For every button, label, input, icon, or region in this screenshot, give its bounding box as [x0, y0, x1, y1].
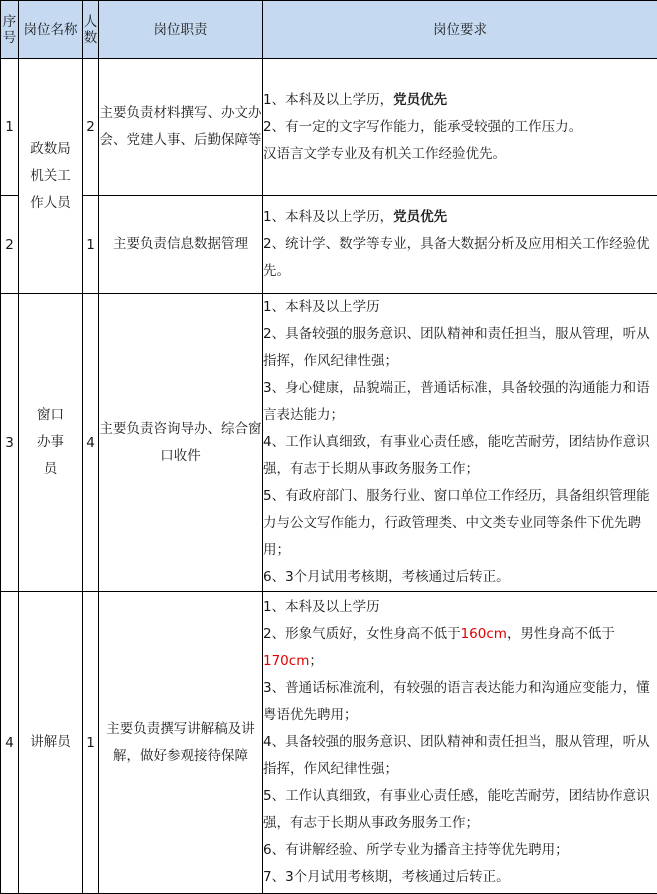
- requirement-line: 5、有政府部门、服务行业、窗口单位工作经历，具备组织管理能力与公文写作能力，行政管理类、中文类专业同等条件下优先聘用；: [263, 483, 657, 564]
- row-duties: 主要负责信息数据管理: [99, 196, 263, 294]
- row-duties: 主要负责材料撰写、办文办会、党建人事、后勤保障等: [99, 59, 263, 196]
- position-name: 讲解员: [27, 729, 75, 756]
- header-seq: 序号: [1, 1, 19, 59]
- table-row: [1, 294, 657, 592]
- row-count: 1: [83, 196, 99, 294]
- table-row: [1, 59, 657, 196]
- row-duties: 主要负责咨询导办、综合窗口收件: [99, 294, 263, 592]
- row-seq: 2: [1, 196, 19, 294]
- row-requirements: [263, 294, 657, 592]
- table-row: [1, 196, 657, 294]
- row-requirements: [263, 59, 657, 196]
- position-name-cell: [19, 59, 83, 294]
- header-duties: 岗位职责: [99, 1, 263, 59]
- header-count: 人数: [83, 1, 99, 59]
- requirement-line: 6、3个月试用考核期，考核通过后转正。: [263, 564, 657, 591]
- header-row: [1, 1, 657, 59]
- requirement-line: 2、具备较强的服务意识、团队精神和责任担当，服从管理，听从指挥，作风纪律性强；: [263, 321, 657, 375]
- position-name: 窗口办事员: [32, 402, 70, 483]
- requirement-line: 5、工作认真细致，有事业心责任感，能吃苦耐劳，团结协作意识强，有志于长期从事政务服务工作；: [263, 783, 657, 837]
- requirement-line: 1、本科及以上学历: [263, 594, 657, 621]
- requirement-line: 3、普通话标准流利，有较强的语言表达能力和沟通应变能力，懂粤语优先聘用；: [263, 675, 657, 729]
- requirement-line: 汉语言文学专业及有机关工作经验优先。: [263, 141, 657, 168]
- requirement-line: 4、具备较强的服务意识、团队精神和责任担当，服从管理，听从指挥，作风纪律性强；: [263, 729, 657, 783]
- requirement-line: 6、有讲解经验、所学专业为播音主持等优先聘用；: [263, 837, 657, 864]
- row-seq: 1: [1, 59, 19, 196]
- position-name: 政数局机关工作人员: [26, 136, 76, 217]
- row-requirements: [263, 592, 657, 894]
- female-height-value: 160cm: [461, 626, 507, 642]
- requirement-line: 7、3个月试用考核期，考核通过后转正。: [263, 864, 657, 891]
- requirement-line: 2、形象气质好，女性身高不低于160cm，男性身高不低于170cm；: [263, 621, 657, 675]
- row-seq: 4: [1, 592, 19, 894]
- row-requirements: [263, 196, 657, 294]
- row-seq: 3: [1, 294, 19, 592]
- requirement-line: 2、有一定的文字写作能力，能承受较强的工作压力。: [263, 114, 657, 141]
- row-count: 2: [83, 59, 99, 196]
- position-name-cell: [19, 592, 83, 894]
- row-count: 1: [83, 592, 99, 894]
- row-count: 4: [83, 294, 99, 592]
- requirement-line: 1、本科及以上学历: [263, 294, 657, 321]
- requirement-line: 2、统计学、数学等专业，具备大数据分析及应用相关工作经验优先。: [263, 231, 657, 285]
- male-height-value: 170cm: [263, 653, 309, 669]
- requirement-line: 4、工作认真细致，有事业心责任感，能吃苦耐劳，团结协作意识强，有志于长期从事政务服务工作；: [263, 429, 657, 483]
- party-member-priority: 党员优先: [393, 209, 447, 225]
- row-duties: 主要负责撰写讲解稿及讲解，做好参观接待保障: [99, 592, 263, 894]
- party-member-priority: 党员优先: [393, 92, 447, 108]
- header-position: 岗位名称: [19, 1, 83, 59]
- header-requirements: 岗位要求: [263, 1, 657, 59]
- requirement-line: 1、本科及以上学历，党员优先: [263, 204, 657, 231]
- position-name-cell: [19, 294, 83, 592]
- requirement-line: 3、身心健康，品貌端正，普通话标准，具备较强的沟通能力和语言表达能力；: [263, 375, 657, 429]
- table-row: [1, 592, 657, 894]
- requirement-line: 1、本科及以上学历，党员优先: [263, 87, 657, 114]
